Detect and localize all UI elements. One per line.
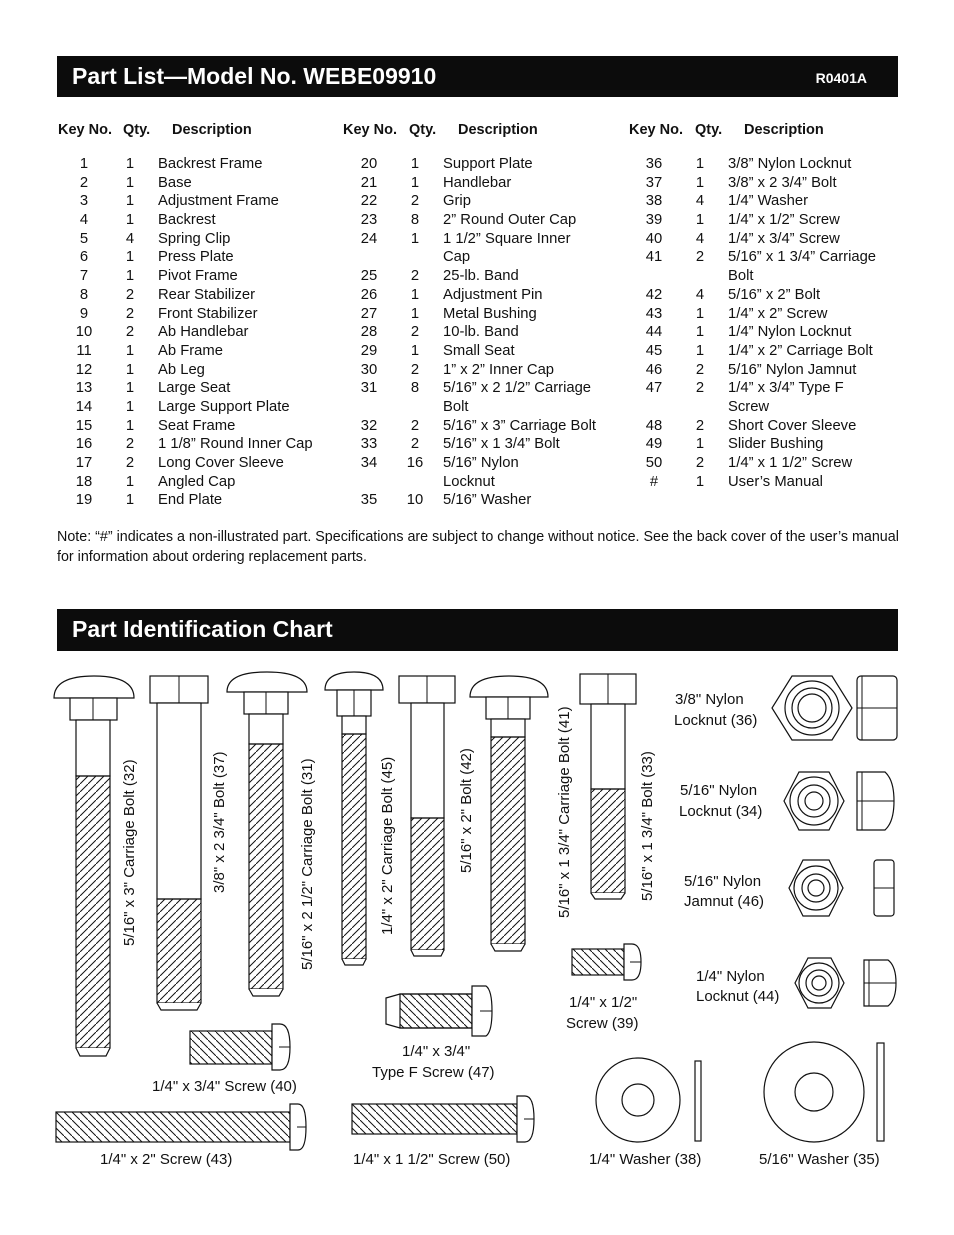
part-quantity: 1 <box>410 230 420 247</box>
part-key-number: # <box>649 473 659 490</box>
column-header-key: Key No. <box>343 122 397 138</box>
nut-34-label-2: Locknut (34) <box>679 803 763 820</box>
part-key-number: 38 <box>645 193 663 210</box>
part-key-number: 48 <box>645 417 663 434</box>
part-quantity: 1 <box>695 342 705 359</box>
bolt-37-drawing <box>150 676 208 1010</box>
part-description: 1 1/8” Round Inner Cap <box>158 436 313 453</box>
part-description: 1/4” x 1 1/2” Screw <box>728 455 853 471</box>
nut-46-label-2: Jamnut (46) <box>684 893 765 910</box>
bolt-31-label: 5/16" x 2 1/2" Carriage Bolt (31) <box>299 758 316 970</box>
part-description: Ab Leg <box>158 361 205 378</box>
part-description: Base <box>158 174 192 191</box>
part-key-number: 4 <box>79 212 89 229</box>
part-quantity: 1 <box>695 305 705 322</box>
part-quantity: 1 <box>125 398 135 415</box>
part-key-number: 25 <box>360 268 378 285</box>
part-key-number: 1 <box>79 156 89 172</box>
part-description: 1 1/2” Square Inner <box>443 230 571 247</box>
screw-43-label: 1/4" x 2" Screw (43) <box>100 1151 233 1168</box>
part-quantity: 10 <box>406 492 424 509</box>
chart-title: Part Identification Chart <box>72 616 333 642</box>
part-key-number: 29 <box>360 342 378 359</box>
part-description: Short Cover Sleeve <box>728 417 857 434</box>
part-description: User’s Manual <box>728 473 823 490</box>
part-quantity: 1 <box>695 436 705 453</box>
bolt-33-drawing <box>580 674 636 899</box>
part-quantity: 2 <box>410 361 420 378</box>
washer-38-label: 1/4" Washer (38) <box>589 1151 702 1168</box>
part-description: Long Cover Sleeve <box>158 455 284 471</box>
part-quantity: 1 <box>125 361 135 378</box>
part-quantity: 2 <box>125 436 135 453</box>
part-quantity: 1 <box>695 473 705 490</box>
part-key-number: 11 <box>76 342 92 359</box>
part-key-number: 46 <box>645 361 663 378</box>
part-quantity: 1 <box>125 212 135 229</box>
part-description: Backrest Frame <box>158 156 263 172</box>
part-quantity: 1 <box>695 324 705 341</box>
part-quantity: 1 <box>695 212 705 229</box>
part-description: Front Stabilizer <box>158 305 258 322</box>
part-quantity: 4 <box>695 286 705 303</box>
part-quantity: 2 <box>410 436 420 453</box>
nylon-jamnut-46-drawing <box>789 860 894 916</box>
part-description: 5/16” x 3” Carriage Bolt <box>443 417 596 434</box>
part-description: 1” x 2” Inner Cap <box>443 361 555 378</box>
part-description: Adjustment Pin <box>443 286 543 303</box>
part-key-number: 24 <box>360 230 378 247</box>
part-description: Spring Clip <box>158 230 231 247</box>
part-key-number: 43 <box>645 305 663 322</box>
part-key-number: 35 <box>360 492 378 509</box>
part-description: 5/16” Nylon <box>443 455 519 471</box>
part-key-number: 15 <box>75 417 93 434</box>
part-quantity: 8 <box>410 380 420 397</box>
document-code: R0401A <box>815 70 867 86</box>
part-description: Bolt <box>443 398 469 415</box>
part-quantity: 8 <box>410 212 420 229</box>
part-quantity: 16 <box>406 455 424 471</box>
part-quantity: 1 <box>125 492 135 509</box>
screw-50-drawing <box>352 1096 534 1142</box>
part-key-number: 9 <box>79 305 89 322</box>
part-key-number: 21 <box>360 174 378 191</box>
part-quantity: 2 <box>125 324 135 341</box>
part-key-number: 18 <box>75 473 93 490</box>
part-quantity: 1 <box>125 174 135 191</box>
nylon-locknut-34-drawing <box>784 772 894 830</box>
part-description: Ab Frame <box>158 342 223 359</box>
part-quantity: 1 <box>125 473 135 490</box>
part-description: Ab Handlebar <box>158 324 249 341</box>
part-key-number: 49 <box>645 436 663 453</box>
part-description: 1/4” x 3/4” Screw <box>728 230 840 247</box>
screw-47-label-2: Type F Screw (47) <box>372 1064 495 1081</box>
part-description: 1/4” x 2” Carriage Bolt <box>728 342 873 359</box>
part-key-number: 41 <box>645 249 663 266</box>
column-header-key: Key No. <box>58 122 112 138</box>
part-key-number: 42 <box>645 286 663 303</box>
part-key-number: 2 <box>79 174 89 191</box>
part-key-number: 14 <box>75 398 93 415</box>
part-quantity: 1 <box>125 380 135 397</box>
part-description: Slider Bushing <box>728 436 824 453</box>
part-key-number: 20 <box>360 156 378 172</box>
part-key-number: 33 <box>360 436 378 453</box>
part-quantity: 4 <box>125 230 135 247</box>
part-key-number: 37 <box>645 174 663 191</box>
part-quantity: 1 <box>125 156 135 172</box>
part-quantity: 1 <box>695 174 705 191</box>
screw-39-drawing <box>572 944 641 980</box>
part-key-number: 34 <box>360 455 378 471</box>
part-key-number: 6 <box>79 249 89 266</box>
part-description: Small Seat <box>443 342 515 359</box>
screw-50-label: 1/4" x 1 1/2" Screw (50) <box>353 1151 511 1168</box>
part-key-number: 44 <box>645 324 663 341</box>
part-description: Press Plate <box>158 249 234 266</box>
part-description: 10-lb. Band <box>443 324 519 341</box>
part-key-number: 5 <box>79 230 89 247</box>
part-description: Metal Bushing <box>443 305 537 322</box>
part-key-number: 27 <box>360 305 378 322</box>
part-quantity: 4 <box>695 230 705 247</box>
part-description: 1/4” Washer <box>728 193 809 210</box>
part-key-number: 3 <box>79 193 89 210</box>
part-key-number: 47 <box>645 380 663 397</box>
screw-43-drawing <box>56 1104 306 1150</box>
part-description: Adjustment Frame <box>158 193 279 210</box>
part-quantity: 1 <box>125 342 135 359</box>
part-quantity: 2 <box>410 417 420 434</box>
part-description: Locknut <box>443 473 495 490</box>
screw-47-label-1: 1/4" x 3/4" <box>402 1043 471 1060</box>
part-description: 3/8” Nylon Locknut <box>728 156 852 172</box>
carriage-bolt-45-drawing <box>325 672 383 965</box>
washer-35-drawing <box>764 1042 884 1142</box>
part-description: Screw <box>728 398 770 415</box>
part-key-number: 16 <box>75 436 93 453</box>
part-description: 1/4” x 1/2” Screw <box>728 212 840 229</box>
part-key-number: 7 <box>79 268 89 285</box>
part-key-number: 50 <box>645 455 663 471</box>
column-header-description: Description <box>172 122 252 138</box>
part-quantity: 2 <box>125 455 135 471</box>
part-description: 5/16” x 1 3/4” Bolt <box>443 436 560 453</box>
column-header-qty: Qty. <box>409 122 437 138</box>
bolt-42-label: 5/16" x 2" Bolt (42) <box>458 748 475 873</box>
part-quantity: 1 <box>410 342 420 359</box>
part-description: Large Support Plate <box>158 398 290 415</box>
screw-39-label-2: Screw (39) <box>566 1015 639 1032</box>
part-quantity: 1 <box>125 249 135 266</box>
part-quantity: 2 <box>695 380 705 397</box>
nut-44-label-1: 1/4" Nylon <box>696 968 765 985</box>
column-header-qty: Qty. <box>695 122 723 138</box>
screw-40-drawing <box>190 1024 290 1070</box>
part-description: Seat Frame <box>158 417 236 434</box>
bolt-41-label: 5/16" x 1 3/4" Carriage Bolt (41) <box>556 706 573 918</box>
part-quantity: 1 <box>125 193 135 210</box>
part-key-number: 8 <box>79 286 89 303</box>
part-description: 5/16” x 2” Bolt <box>728 286 821 303</box>
part-quantity: 2 <box>410 193 420 210</box>
part-description: 1/4” x 2” Screw <box>728 305 828 322</box>
part-key-number: 19 <box>75 492 93 509</box>
part-key-number: 17 <box>75 455 93 471</box>
nylon-locknut-36-drawing <box>772 676 897 740</box>
column-header-qty: Qty. <box>123 122 151 138</box>
bolt-45-label: 1/4" x 2" Carriage Bolt (45) <box>379 756 396 935</box>
part-description: Rear Stabilizer <box>158 286 256 303</box>
part-description: Grip <box>443 193 471 210</box>
part-description: Backrest <box>158 212 216 229</box>
part-description: 5/16” x 1 3/4” Carriage <box>728 249 877 266</box>
part-key-number: 39 <box>645 212 663 229</box>
bolt-32-label: 5/16" x 3" Carriage Bolt (32) <box>121 759 138 946</box>
part-quantity: 2 <box>125 305 135 322</box>
part-description: Pivot Frame <box>158 268 238 285</box>
part-quantity: 1 <box>125 417 135 434</box>
part-description: Cap <box>443 249 471 266</box>
washer-35-label: 5/16" Washer (35) <box>759 1151 880 1168</box>
nut-36-label-2: Locknut (36) <box>674 712 758 729</box>
part-quantity: 1 <box>695 156 705 172</box>
part-description: 2” Round Outer Cap <box>443 212 577 229</box>
part-description: 5/16” Washer <box>443 492 532 509</box>
carriage-bolt-41-drawing <box>470 676 548 951</box>
part-description: Support Plate <box>443 156 533 172</box>
nylon-locknut-44-drawing <box>795 958 896 1008</box>
part-quantity: 2 <box>695 361 705 378</box>
nut-46-label-1: 5/16" Nylon <box>684 873 762 890</box>
part-key-number: 22 <box>360 193 378 210</box>
part-description: Large Seat <box>158 380 231 397</box>
part-description: Bolt <box>728 268 754 285</box>
part-quantity: 2 <box>410 324 420 341</box>
part-description: 3/8” x 2 3/4” Bolt <box>728 174 837 191</box>
part-key-number: 40 <box>645 230 663 247</box>
part-description: 1/4” x 3/4” Type F <box>728 380 844 397</box>
screw-39-label-1: 1/4" x 1/2" <box>569 994 638 1011</box>
parts-note: Note: “#” indicates a non-illustrated part. Specifications are subject to change without notice. See the back cover of the user’s manual for information about ordering replacement parts. <box>57 529 899 565</box>
bolt-33-label: 5/16" x 1 3/4" Bolt (33) <box>639 751 656 901</box>
part-quantity: 2 <box>125 286 135 303</box>
part-description: 5/16” Nylon Jamnut <box>728 361 857 378</box>
part-list-title: Part List—Model No. WEBE09910 <box>72 63 437 89</box>
part-key-number: 32 <box>360 417 378 434</box>
part-quantity: 2 <box>695 249 705 266</box>
carriage-bolt-31-drawing <box>227 672 307 996</box>
washer-38-drawing <box>596 1058 701 1142</box>
type-f-screw-47-drawing <box>386 986 492 1036</box>
part-description: Angled Cap <box>158 473 236 490</box>
part-description: 1/4” Nylon Locknut <box>728 324 852 341</box>
part-quantity: 2 <box>695 455 705 471</box>
nut-34-label-1: 5/16" Nylon <box>680 782 758 799</box>
part-key-number: 45 <box>645 342 663 359</box>
column-header-key: Key No. <box>629 122 683 138</box>
part-key-number: 36 <box>645 156 663 172</box>
part-quantity: 1 <box>410 305 420 322</box>
column-header-description: Description <box>458 122 538 138</box>
nut-36-label-1: 3/8" Nylon <box>675 691 744 708</box>
part-quantity: 1 <box>410 286 420 303</box>
part-key-number: 10 <box>75 324 93 341</box>
bolt-37-label: 3/8" x 2 3/4" Bolt (37) <box>211 751 228 893</box>
part-description: 25-lb. Band <box>443 268 519 285</box>
part-quantity: 1 <box>410 174 420 191</box>
part-quantity: 1 <box>410 156 420 172</box>
part-quantity: 1 <box>125 268 135 285</box>
screw-40-label: 1/4" x 3/4" Screw (40) <box>152 1078 297 1095</box>
part-key-number: 26 <box>360 286 378 303</box>
bolt-42-drawing <box>399 676 455 956</box>
part-key-number: 31 <box>360 380 378 397</box>
part-description: Handlebar <box>443 174 512 191</box>
part-key-number: 12 <box>75 361 93 378</box>
part-description: End Plate <box>158 492 223 509</box>
nut-44-label-2: Locknut (44) <box>696 988 780 1005</box>
part-quantity: 2 <box>695 417 705 434</box>
part-key-number: 23 <box>360 212 378 229</box>
part-key-number: 13 <box>75 380 93 397</box>
part-quantity: 2 <box>410 268 420 285</box>
part-quantity: 4 <box>695 193 705 210</box>
part-key-number: 30 <box>360 361 378 378</box>
part-description: 5/16” x 2 1/2” Carriage <box>443 380 592 397</box>
part-key-number: 28 <box>360 324 378 341</box>
column-header-description: Description <box>744 122 824 138</box>
